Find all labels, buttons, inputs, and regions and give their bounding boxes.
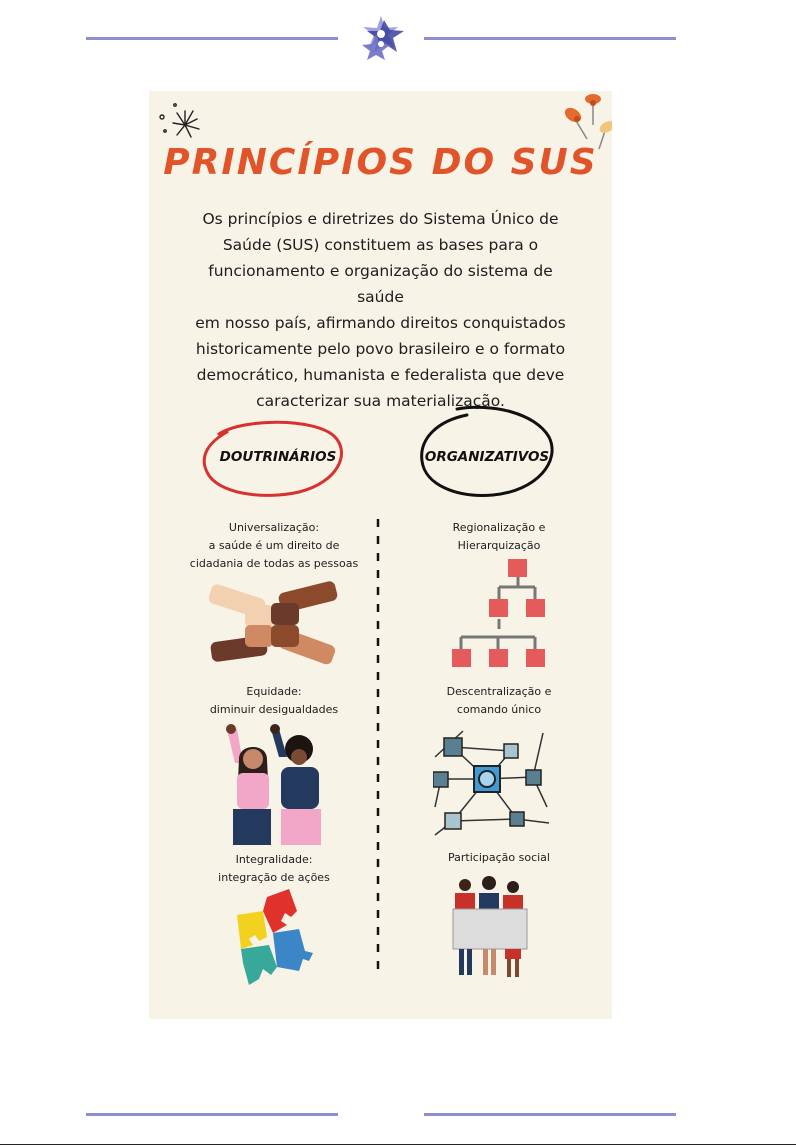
dashed-divider [375,519,381,969]
universalizacao-text [189,519,359,573]
network-icon [433,727,551,839]
item-line: Hierarquização [457,539,541,552]
star-people-logo-icon [354,14,408,62]
poster-title: PRINCÍPIOS DO SUS [163,142,598,183]
item-title: Integralidade: [235,853,313,866]
intro-line: em nosso país, afirmando direitos conquistados [195,314,566,332]
item-title: Regionalização e [452,521,546,534]
intro-line: caracterizar sua materialização. [256,392,505,410]
regionalizacao-text [429,519,569,555]
item-line: diminuir desigualdades [209,703,339,716]
joined-hands-icon [207,581,339,669]
intro-line: funcionamento e organização do sistema de saúde [208,262,553,306]
people-holding-banner-icon [445,875,535,981]
item-line: integração de ações [218,871,330,884]
women-raising-fists-icon [219,723,331,845]
page-bottom-border [0,1144,796,1145]
hierarchy-icon [449,557,549,677]
intro-line: Saúde (SUS) constituem as bases para o [222,236,539,254]
top-left-rule [86,37,338,40]
firework-doodle-icon [155,99,201,141]
doutrinarios-label: DOUTRINÁRIOS [219,449,337,465]
intro-line: democrático, humanista e federalista que deve [196,366,565,384]
participacao-text [419,849,579,867]
item-title: Universalização: [228,521,320,534]
organizativos-label: ORGANIZATIVOS [424,449,550,465]
equidade-text [204,683,344,719]
item-title: Participação social [448,851,550,864]
descentralizacao-text [429,683,569,719]
intro-paragraph [183,206,578,414]
sus-poster [149,91,612,1019]
bottom-left-rule [86,1113,338,1116]
top-right-rule [424,37,676,40]
intro-line: historicamente pelo povo brasileiro e o formato [195,340,566,358]
item-title: Equidade: [246,685,302,698]
item-title: Descentralização e [446,685,552,698]
integralidade-text [204,851,344,887]
item-line: cidadania de todas as pessoas [189,557,359,570]
puzzle-icon [233,889,325,987]
item-line: a saúde é um direito de [208,539,340,552]
intro-line: Os princípios e diretrizes do Sistema Único de [202,210,559,228]
item-line: comando único [456,703,542,716]
bottom-right-rule [424,1113,676,1116]
